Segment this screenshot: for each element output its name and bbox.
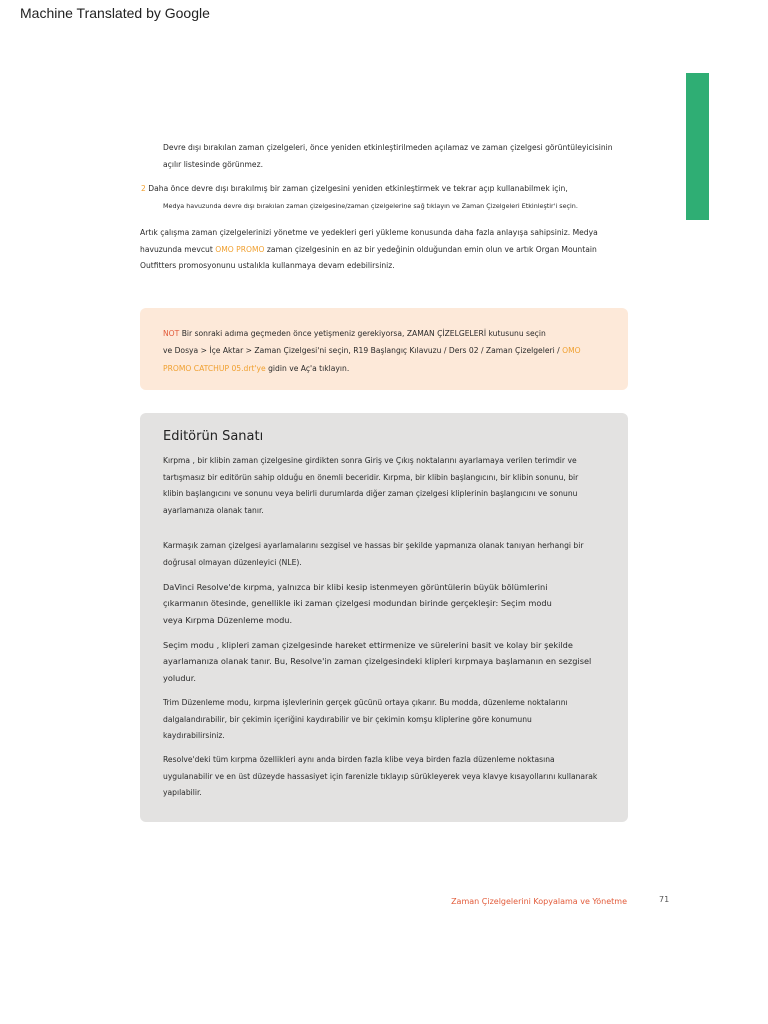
- note-body: gidin ve Aç'a tıklayın.: [265, 363, 350, 373]
- summary-text: havuzunda mevcut: [140, 244, 216, 254]
- omo-promo-highlight: OMO PROMO: [215, 244, 265, 254]
- sidebar-paragraph-1: [163, 453, 603, 520]
- sidebar-paragraph-6: [163, 752, 603, 802]
- machine-translated-banner: Machine Translated by Google: [20, 5, 210, 21]
- sidebar-line: Karmaşık zaman çizelgesi ayarlamalarını sezgisel ve hassas bir şekilde yapmanıza olanak tanıyan herhangi bir: [163, 541, 584, 550]
- note-line: [163, 342, 603, 359]
- sidebar-line: dalgalandırabilir, bir çekimin içeriğini kaydırabilir ve bir çekimin komşu kliplerine göre konumunu: [163, 714, 532, 724]
- sidebar-line: ayarlamanıza olanak tanır. Bu, Resolve'in zaman çizelgesindeki klipleri kırpmaya başlamanın en sezgisel: [163, 656, 592, 667]
- chapter-tab-marker: [686, 73, 709, 220]
- intro-line: Devre dışı bırakılan zaman çizelgeleri, önce yeniden etkinleştirilmeden açılamaz ve zaman çizelgesi görüntüleyicisinin: [163, 143, 613, 152]
- step-number: 2: [141, 184, 146, 193]
- note-file-path: PROMO CATCHUP 05.drt'ye: [163, 363, 266, 373]
- sidebar-line: Seçim modu , klipleri zaman çizelgesinde hareket ettirmenize ve sürelerini basit ve kolay bir şekilde: [163, 640, 573, 650]
- summary-line: Artık çalışma zaman çizelgelerinizi yönetme ve yedekleri geri yükleme konusunda daha fazla anlayışa sahipsiniz. Medya: [140, 228, 598, 237]
- sidebar-paragraph-5: [163, 695, 603, 745]
- note-body: ve Dosya > İçe Aktar > Zaman Çizelgesi'ni seçin, R19 Başlangıç Kılavuzu / Ders 02 / Zaman Çizelgeleri /: [163, 346, 563, 356]
- summary-line: Outfitters promosyonunu ustalıkla kullanmaya devam edebilirsiniz.: [140, 261, 395, 270]
- summary-text: zaman çizelgesinin en az bir yedeğinin olduğundan emin olun ve artık Organ Mountain: [264, 244, 597, 254]
- note-text: [163, 325, 603, 377]
- sidebar-line: klibin başlangıcını ve sonunu veya belirli durumlarda diğer zaman çizelgesi kliplerinin başlangıcını ve sonunu: [163, 489, 578, 499]
- sidebar-line: uygulanabilir ve en üst düzeyde hassasiyet için farenizle tıklayıp sürükleyerek veya klavye kısayollarını kullanarak: [163, 771, 598, 781]
- sidebar-paragraph-3: [163, 579, 603, 628]
- note-line: [163, 360, 603, 377]
- summary-paragraph: [140, 225, 620, 275]
- note-file-path: OMO: [562, 346, 581, 356]
- sidebar-line: yoludur.: [163, 672, 196, 683]
- sidebar-line: Trim Düzenleme modu, kırpma işlevlerinin gerçek gücünü ortaya çıkarır. Bu modda, düzenleme noktalarını: [163, 698, 568, 707]
- sidebar-line: tartışmasız bir editörün sahip olduğu en önemli beceridir. Kırpma, bir klibin başlangıcını, bir klibin sonunu, bir: [163, 472, 579, 482]
- sidebar-line: yapılabilir.: [163, 788, 202, 798]
- sidebar-line: ayarlamanıza olanak tanır.: [163, 506, 264, 516]
- sidebar-paragraph-4: [163, 637, 603, 686]
- step-2: [141, 181, 621, 198]
- step-text: Daha önce devre dışı bırakılmış bir zaman çizelgesini yeniden etkinleştirmek ve tekrar açıp kullanabilmek için,: [148, 184, 568, 193]
- footer-chapter-title: Zaman Çizelgelerini Kopyalama ve Yönetme: [451, 897, 627, 906]
- page-number: 71: [659, 895, 670, 904]
- sidebar-paragraph-2: [163, 538, 603, 571]
- sidebar-title: Editörün Sanatı: [163, 429, 264, 444]
- sidebar-line: Resolve'deki tüm kırpma özellikleri aynı anda birden fazla klibe veya birden fazla düzenleme noktasına: [163, 755, 555, 764]
- sidebar-line: kaydırabilirsiniz.: [163, 731, 225, 741]
- sidebar-line: Kırpma , bir klibin zaman çizelgesine girdikten sonra Giriş ve Çıkış noktalarını ayarlamaya verilen terimdir ve: [163, 456, 577, 465]
- summary-line: [140, 242, 620, 259]
- note-line: [163, 325, 603, 342]
- sidebar-line: DaVinci Resolve'de kırpma, yalnızca bir klibi kesip istenmeyen görüntülerin büyük bölümlerini: [163, 582, 548, 592]
- note-body: Bir sonraki adıma geçmeden önce yetişmeniz gerekiyorsa, ZAMAN ÇİZELGELERİ kutusunu seçin: [179, 329, 546, 338]
- intro-line: açılır listesinde görünmez.: [163, 159, 263, 169]
- intro-paragraph: [163, 140, 623, 173]
- note-label: NOT: [163, 329, 180, 338]
- sidebar-line: veya Kırpma Düzenleme modu.: [163, 614, 293, 625]
- sidebar-line: doğrusal olmayan düzenleyici (NLE).: [163, 557, 302, 567]
- step-2-detail: Medya havuzunda devre dışı bırakılan zaman çizelgesine/zaman çizelgelerine sağ tıklayın ve Zaman Çizelgeleri Etkinleştir'i seçin.: [163, 202, 578, 210]
- sidebar-line: çıkarmanın ötesinde, genellikle iki zaman çizelgesi modundan birinde gerçekleşir: Seçim modu: [163, 598, 552, 609]
